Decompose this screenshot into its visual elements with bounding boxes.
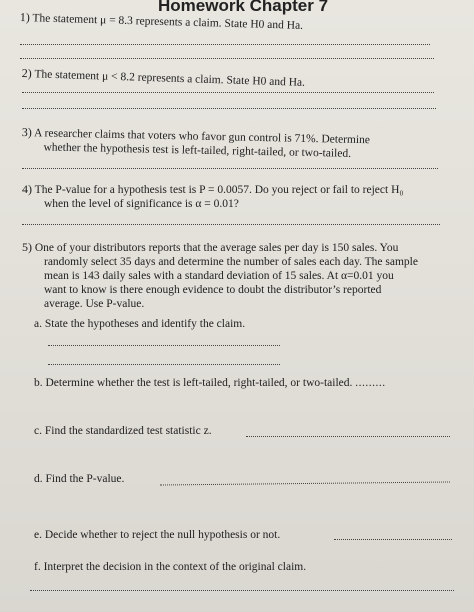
question-number: 4) [22, 182, 32, 196]
part-label: e. [34, 529, 42, 541]
answer-dots: ......... [355, 377, 386, 389]
part-b [34, 377, 386, 389]
part-label: c. [34, 425, 42, 437]
answer-line [334, 539, 452, 540]
question-number: 2) [21, 66, 32, 81]
answer-line [30, 590, 454, 591]
question-number: 5) [22, 240, 32, 254]
question-text-line: One of your distributors reports that the average sales per day is 150 sales. You [34, 242, 399, 254]
part-f [34, 561, 306, 573]
question-5 [22, 240, 418, 311]
answer-line [48, 345, 280, 346]
part-text: Find the standardized test statistic z. [44, 425, 212, 437]
part-c [34, 425, 212, 437]
part-d [34, 473, 124, 485]
part-text: Interpret the decision in the context of the original claim. [43, 561, 307, 573]
question-text: The statement μ < 8.2 represents a claim. State H0 and Ha. [34, 68, 306, 89]
question-text-line: randomly select 35 days and determine the number of sales each day. The sample [44, 256, 418, 268]
question-text-line: The P-value for a hypothesis test is P = 0.0057. Do you reject or fail to reject H₀ [34, 184, 404, 196]
question-3 [21, 125, 370, 161]
answer-line [22, 168, 438, 169]
part-label: b. [34, 377, 43, 389]
answer-line [20, 58, 434, 59]
question-text-line: A researcher claims that voters who favor gun control is 71%. Determine [33, 127, 371, 147]
part-text: Find the P-value. [45, 473, 125, 485]
question-text: The statement μ = 8.3 represents a claim. State H0 and Ha. [32, 12, 304, 32]
part-e [34, 529, 280, 541]
question-number: 3) [21, 125, 32, 140]
part-text: State the hypotheses and identify the claim. [44, 318, 246, 330]
answer-line [20, 44, 430, 45]
answer-line [22, 92, 434, 93]
page-title: Homework Chapter 7 [158, 0, 329, 15]
question-4 [22, 182, 403, 211]
part-text: Decide whether to reject the null hypothesis or not. [44, 529, 281, 541]
answer-line [22, 224, 440, 225]
question-number: 1) [19, 10, 30, 25]
part-text: Determine whether the test is left-tailed, right-tailed, or two-tailed. [45, 377, 353, 389]
part-a [34, 318, 245, 330]
question-text-line: mean is 143 daily sales with a standard deviation of 15 sales. At α=0.01 you [44, 270, 394, 282]
part-label: a. [34, 318, 42, 330]
answer-line [246, 436, 450, 437]
part-label: f. [34, 561, 41, 573]
part-label: d. [34, 473, 43, 485]
answer-line [160, 481, 450, 485]
question-text-line: whether the hypothesis test is left-tailed, right-tailed, or two-tailed. [43, 141, 352, 160]
question-text-line: when the level of significance is α = 0.01? [44, 198, 239, 210]
question-text-line: want to know is there enough evidence to doubt the distributor’s reported [44, 284, 382, 296]
answer-line [48, 364, 280, 365]
question-text-line: average. Use P-value. [44, 298, 145, 310]
question-2 [22, 66, 306, 90]
answer-line [22, 108, 436, 109]
